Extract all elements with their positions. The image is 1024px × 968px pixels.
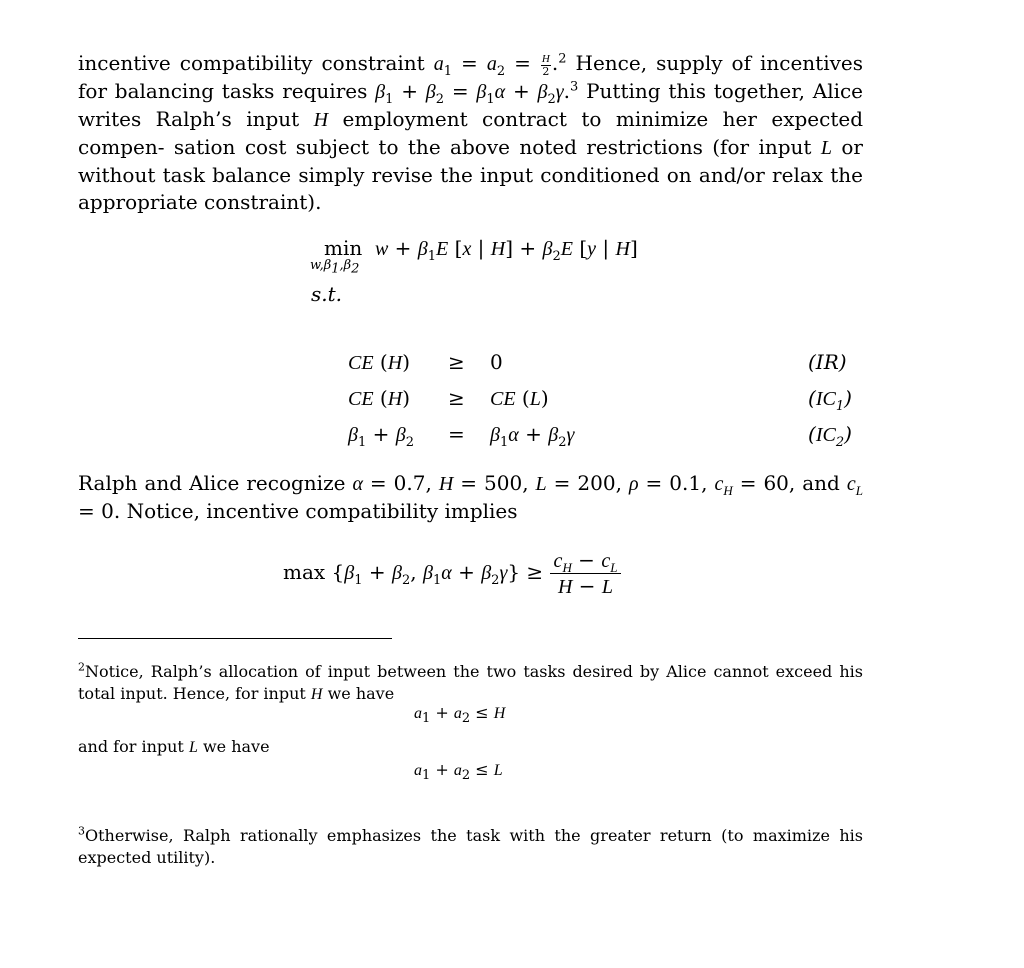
footnote-number: 3 (78, 824, 85, 838)
text-span: and (802, 471, 840, 495)
footnote-inequality-l: $a_1 + a_2 \le L$ (414, 760, 503, 784)
tag-ir: (IR) (808, 350, 847, 374)
text-span: Hence, supply of incentives (575, 51, 864, 75)
footnote-3 (78, 809, 863, 885)
text-span: Notice, Ralph’s allocation of input between the two tasks desired by Alice cannot exceed (85, 662, 833, 681)
objective-equation: min $w,\beta_1,\beta_2$ $w + \beta_1E$ [x | $H] + \beta_2E$ [y | H] (310, 236, 638, 277)
text-span: or without task (78, 135, 863, 187)
paragraph-incentive-constraint: incentive compatibility constraint $a_1 = a_2$ = $\frac{H}{2}$ .$^2$ Hence, supply of incentives for balancing tasks requires $\beta_1 + \beta_2 = \beta_1\alpha + \beta_2\gamma.^3$ Putting this together, Alice writes Ralph’s input H employment contract to minimize her expected compen- sation cost subject to the above noted restrictions (for input L or without task balance simply revise the input conditioned on and/or relax the appropriate constraint). (78, 51, 864, 214)
cl-value: 0 (101, 499, 114, 523)
fraction-h-over-2: $\frac{H}{2}$ (541, 52, 550, 78)
text-span: writes Ralph’s input (78, 107, 300, 131)
subject-to-label: s.t. (311, 282, 343, 306)
footnote-rule (78, 638, 392, 639)
cost-difference-fraction: $\frac{c_H - c_L}{H - L}$ (550, 548, 622, 599)
text-span: constraint). (204, 190, 322, 214)
text-span: balance simply revise the input conditioned on and/or relax the appropriate (78, 163, 864, 214)
text-span: sation cost subject to the above noted restrictions (for input (173, 135, 812, 159)
footnote-2: $^2$Notice, Ralph’s allocation of input between the two tasks desired by Alice cannot exceed his total input. Hence, for input H we have (78, 660, 863, 703)
ch-value: 60 (763, 471, 789, 495)
text-span: employment contract to minimize her expected compen- (78, 107, 863, 159)
text-span: incentive compatibility constraint (78, 51, 425, 75)
max-operator: max (283, 560, 326, 584)
text-span: Notice, incentive compatibility implies (126, 499, 518, 523)
footnote-number: 2 (78, 660, 85, 674)
text-span: we have (327, 684, 395, 703)
footnote-2-continuation: and for input L we have (78, 737, 270, 756)
l-value: 200 (577, 471, 616, 495)
min-operator: min $w,\beta_1,\beta_2$ (310, 236, 363, 277)
incentive-inequality: $\max \{\beta_1 + \beta_2$, $\beta_1\alpha + \beta_2\gamma$} ≥ $\frac{c_H - c_L}{H - L}$ (283, 548, 621, 599)
paragraph-parameters: Ralph and Alice recognize α = 0.7, H = 500, L = 200, ρ = 0.1, $c_H = 60$, and $c_L = 0$. Notice, incentive compatibility implies (78, 471, 863, 523)
rho-value: 0.1 (669, 471, 702, 495)
text-span: Ralph and Alice recognize (78, 471, 346, 495)
footnote-ref-3[interactable]: 3 (570, 79, 579, 95)
tag-ic2: $(IC_2)$ (808, 422, 852, 450)
h-value: 500 (484, 471, 523, 495)
text-span: Otherwise, Ralph rationally emphasizes the task with the greater return (to maximize his expected utility). (78, 826, 863, 867)
text-span: his total input. Hence, for input (78, 662, 863, 703)
text-span: for balancing tasks requires (78, 79, 368, 103)
text-span: Putting this together, Alice (586, 79, 864, 103)
tag-ic1: $(IC_1)$ (808, 386, 852, 414)
footnote-ref-2[interactable]: 2 (558, 51, 567, 67)
alpha-value: 0.7 (393, 471, 426, 495)
footnote-inequality-h: $a_1 + a_2 \le H$ (414, 703, 506, 727)
